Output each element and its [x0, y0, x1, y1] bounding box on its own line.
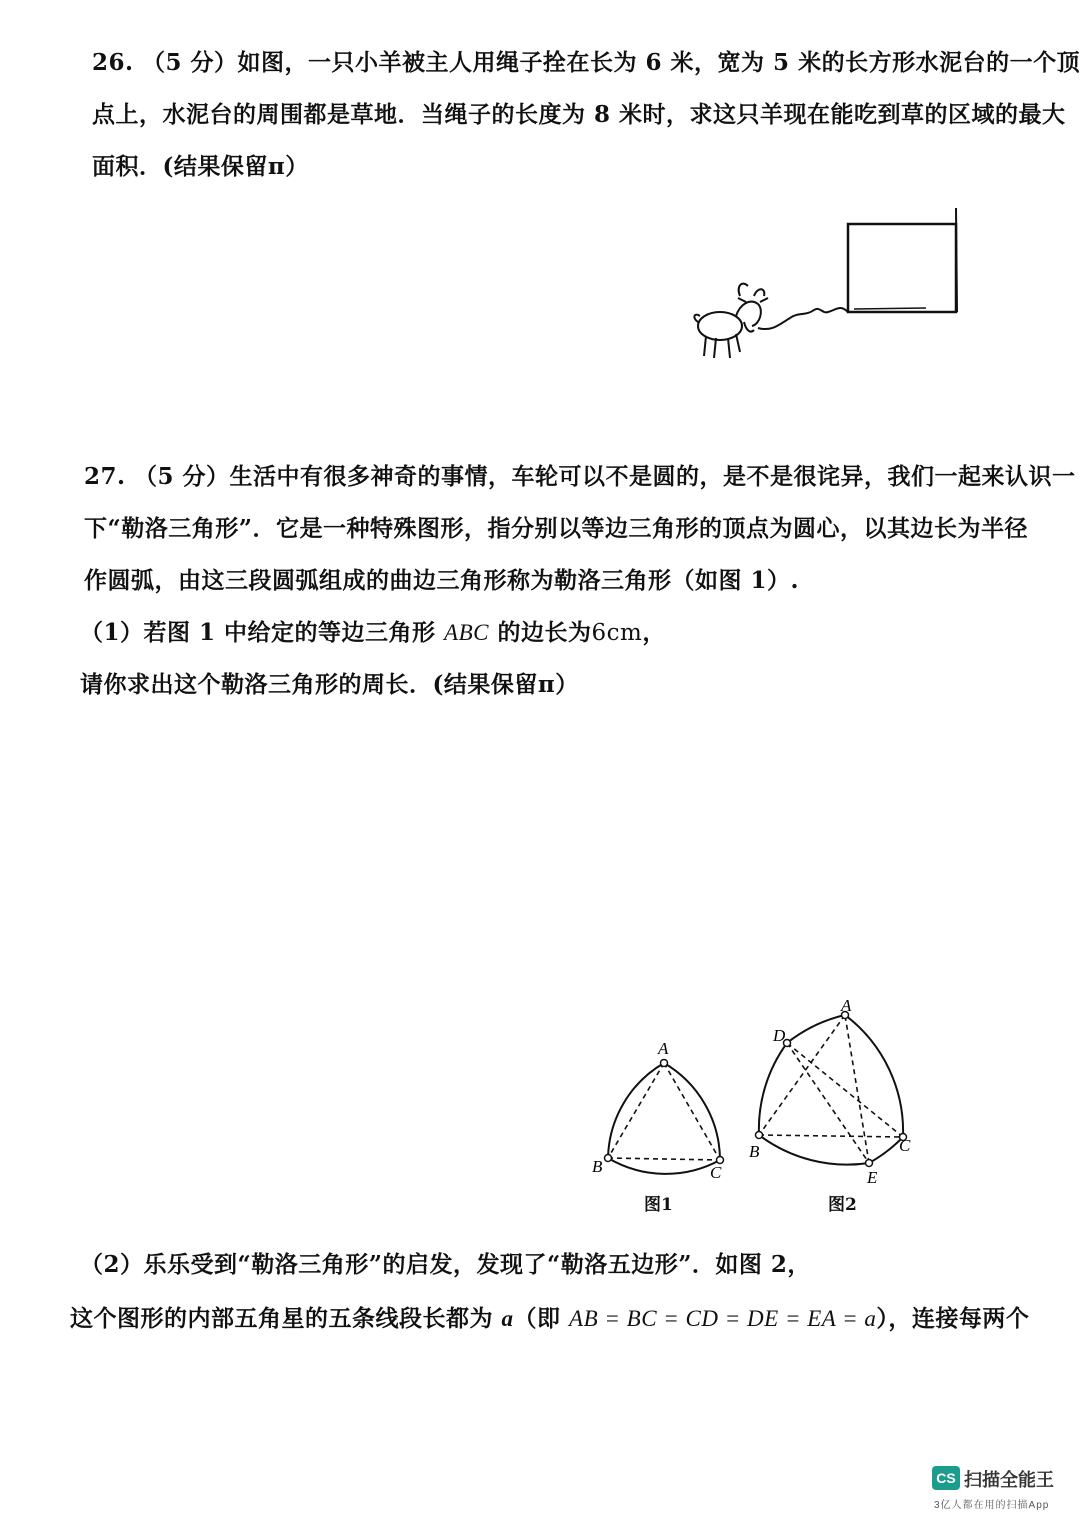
goat-icon — [694, 284, 768, 358]
watermark-subtitle: 3亿人都在用的扫描App — [934, 1500, 1050, 1511]
fig1-label-c: C — [710, 1163, 722, 1182]
q27-part2-prefix: 这个图形的内部五角星的五条线段长都为 — [70, 1305, 493, 1332]
q27-part1-line-2: 请你求出这个勒洛三角形的周长．(结果保留π） — [80, 671, 579, 698]
triangle-name-abc: ABC — [444, 620, 489, 645]
watermark-title: 扫描全能王 — [964, 1470, 1054, 1490]
fig2-label-b: B — [749, 1142, 760, 1161]
reuleaux-arcs — [608, 1063, 720, 1174]
fig1-label-a: A — [658, 1039, 669, 1058]
figure-2-caption: 图2 — [828, 1195, 857, 1215]
q27-line-1: 27. （5 分）生活中有很多神奇的事情，车轮可以不是圆的，是不是很诧异，我们一起来认识一 — [84, 463, 1076, 490]
figure-1-caption: 图1 — [644, 1195, 673, 1215]
figure-2-reuleaux-pentagon — [745, 995, 925, 1190]
goat-and-platform-figure — [680, 200, 980, 370]
rope — [758, 308, 848, 329]
figure-1-reuleaux-triangle — [590, 1030, 750, 1190]
q27-part1-prefix: （1）若图 1 中给定的等边三角形 — [80, 619, 436, 646]
segment-equalities: AB = BC = CD = DE = EA = a — [569, 1306, 877, 1331]
q27-part2-line-1: （2）乐乐受到“勒洛三角形”的启发，发现了“勒洛五边形”．如图 2， — [80, 1251, 811, 1278]
fig2-label-a: A — [841, 996, 852, 1015]
fig2-label-e: E — [867, 1168, 878, 1187]
inner-triangle — [608, 1063, 720, 1160]
side-length-value: 6cm — [591, 620, 643, 646]
q26-line-2: 点上，水泥台的周围都是草地．当绳子的长度为 8 米时，求这只羊现在能吃到草的区域的最大 — [92, 101, 1066, 128]
fig2-label-d: D — [773, 1026, 786, 1045]
camscanner-logo-icon: CS — [932, 1466, 960, 1490]
q26-line-3: 面积．(结果保留π） — [92, 153, 309, 180]
length-a: a — [501, 1306, 514, 1331]
concrete-platform — [848, 224, 956, 312]
fig1-label-b: B — [592, 1157, 603, 1176]
q27-part2-suffix: ），连接每两个 — [876, 1305, 1030, 1332]
q27-part2-paren-open: （即 — [513, 1305, 561, 1332]
q26-line-1: 26. （5 分）如图，一只小羊被主人用绳子拴在长为 6 米，宽为 5 米的长方形水泥台的一个顶 — [92, 49, 1080, 76]
q27-line-2: 下“勒洛三角形”．它是一种特殊图形，指分别以等边三角形的顶点为圆心，以其边长为半径 — [84, 515, 1028, 542]
q27-part1-line-1 — [80, 614, 666, 647]
q27-part2-line-2 — [70, 1300, 1029, 1333]
q27-line-3: 作圆弧，由这三段圆弧组成的曲边三角形称为勒洛三角形（如图 1）. — [84, 567, 800, 594]
q27-part1-suffix: ， — [642, 619, 666, 646]
q27-part1-mid: 的边长为 — [497, 619, 592, 646]
fig2-label-c: C — [899, 1136, 911, 1155]
